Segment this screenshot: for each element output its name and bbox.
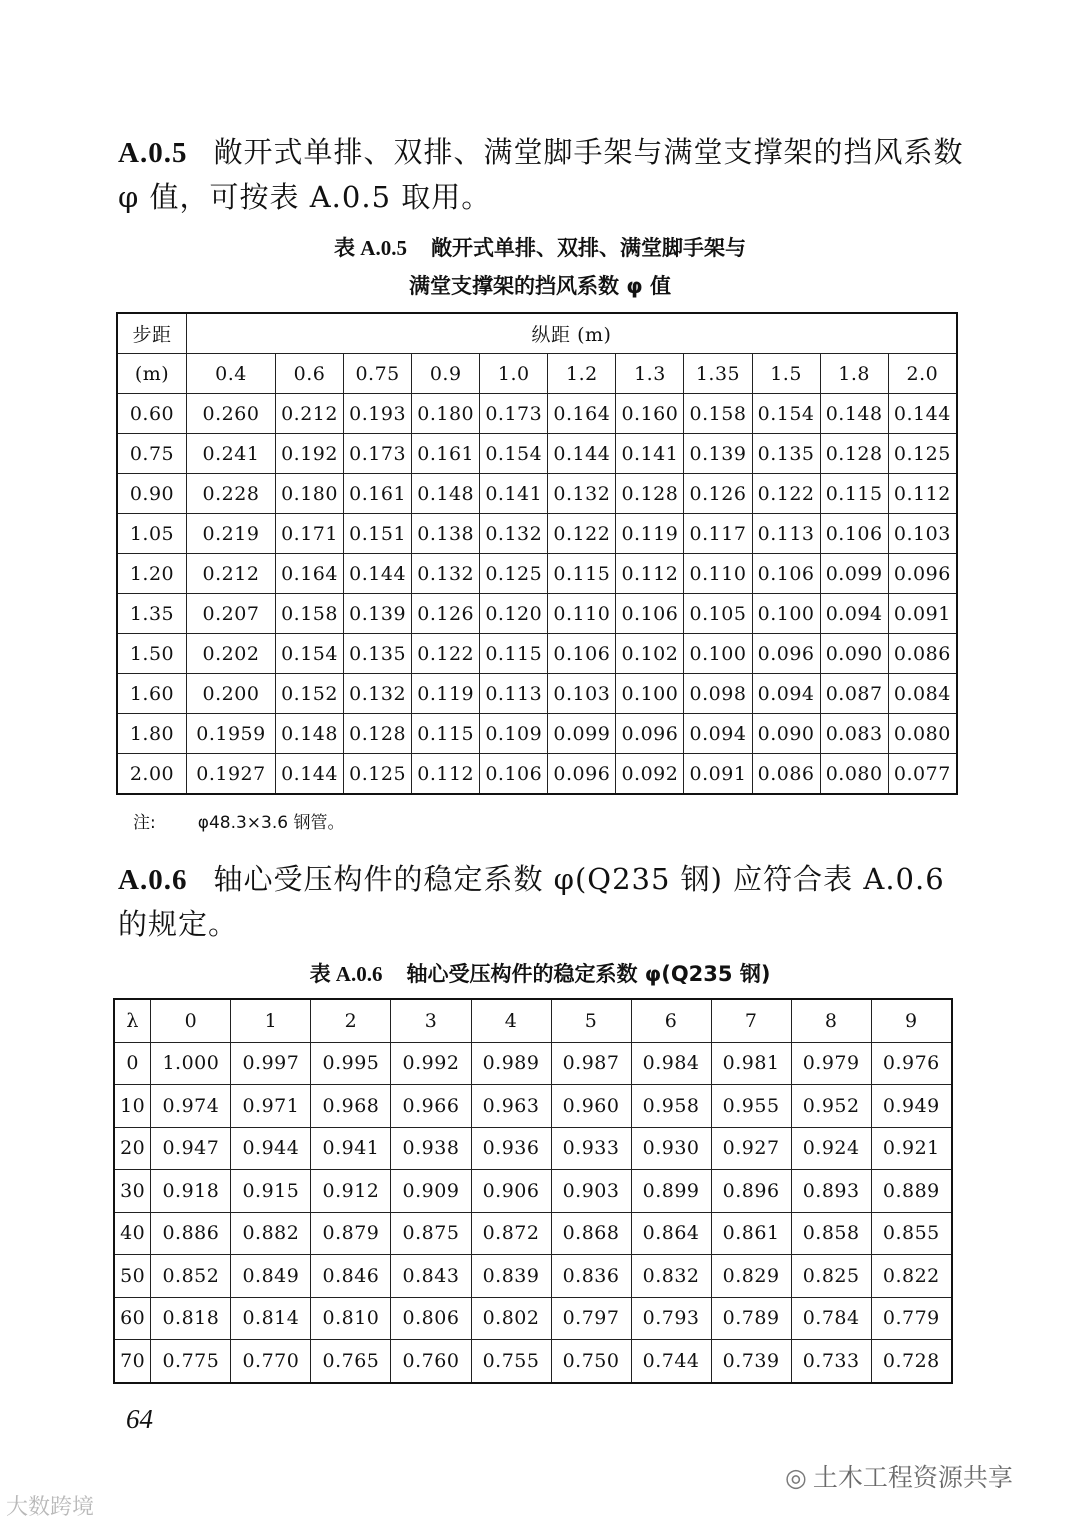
table-cell: 0.212: [187, 554, 276, 594]
table-cell: 0.106: [548, 634, 616, 674]
table-cell: 0.100: [752, 594, 820, 634]
table-cell: 0.839: [471, 1255, 551, 1298]
table-row: [117, 674, 957, 714]
table-a06-caption-title: 轴心受压构件的稳定系数 φ(Q235 钢): [406, 962, 771, 986]
table-cell: 0.924: [791, 1127, 871, 1170]
table-cell: 0.733: [791, 1340, 871, 1383]
row-lambda-cell: 40: [114, 1212, 151, 1255]
row-lambda-cell: 70: [114, 1340, 151, 1383]
table-cell: 0.091: [684, 754, 752, 795]
table-cell: 0.818: [151, 1297, 231, 1340]
table-cell: 0.765: [311, 1340, 391, 1383]
table-cell: 0.164: [276, 554, 344, 594]
table-cell: 0.135: [752, 434, 820, 474]
table-cell: 0.087: [820, 674, 888, 714]
table-cell: 0.154: [752, 394, 820, 434]
table-cell: 0.200: [187, 674, 276, 714]
table-row: [114, 1255, 952, 1298]
table-cell: 0.096: [616, 714, 684, 754]
table-cell: 0.115: [820, 474, 888, 514]
table-cell: 0.806: [391, 1297, 471, 1340]
table-cell: 0.132: [480, 514, 548, 554]
table-row: [117, 554, 957, 594]
column-header: 6: [631, 999, 711, 1042]
row-step-cell: 0.75: [117, 434, 187, 474]
row-step-cell: 0.60: [117, 394, 187, 434]
column-header: 1.0: [480, 354, 548, 394]
table-cell: 0.933: [551, 1127, 631, 1170]
table-cell: 0.161: [344, 474, 412, 514]
row-lambda-cell: 60: [114, 1297, 151, 1340]
table-cell: 0.921: [871, 1127, 952, 1170]
section-number: A.0.6: [118, 864, 188, 896]
table-row: [114, 1127, 952, 1170]
table-cell: 0.112: [888, 474, 957, 514]
column-header: 1.3: [616, 354, 684, 394]
table-cell: 0.995: [311, 1042, 391, 1085]
table-header-row: [117, 354, 957, 394]
table-cell: 0.760: [391, 1340, 471, 1383]
table-cell: 0.974: [151, 1085, 231, 1128]
row-step-cell: 1.50: [117, 634, 187, 674]
table-cell: 0.113: [752, 514, 820, 554]
table-cell: 0.125: [480, 554, 548, 594]
table-row: [117, 754, 957, 795]
table-header-row: [114, 999, 952, 1042]
row-lambda-cell: 10: [114, 1085, 151, 1128]
table-cell: 0.739: [711, 1340, 791, 1383]
table-cell: 0.144: [276, 754, 344, 795]
col-group-header: 纵距 (m): [187, 313, 958, 354]
table-cell: 0.963: [471, 1085, 551, 1128]
table-cell: 0.775: [151, 1340, 231, 1383]
table-cell: 0.119: [616, 514, 684, 554]
column-header: 4: [471, 999, 551, 1042]
table-cell: 0.115: [480, 634, 548, 674]
column-header: 8: [791, 999, 871, 1042]
table-cell: 0.989: [471, 1042, 551, 1085]
table-cell: 0.861: [711, 1212, 791, 1255]
table-cell: 0.080: [888, 714, 957, 754]
row-lambda-cell: 30: [114, 1170, 151, 1213]
table-cell: 0.128: [344, 714, 412, 754]
table-cell: 0.126: [684, 474, 752, 514]
table-cell: 0.814: [231, 1297, 311, 1340]
column-header: 3: [391, 999, 471, 1042]
table-cell: 0.949: [871, 1085, 952, 1128]
table-cell: 0.944: [231, 1127, 311, 1170]
table-row: [117, 634, 957, 674]
table-cell: 0.1959: [187, 714, 276, 754]
table-cell: 0.102: [616, 634, 684, 674]
note-text: φ48.3×3.6 钢管。: [197, 813, 345, 833]
table-cell: 0.110: [684, 554, 752, 594]
table-cell: 0.144: [548, 434, 616, 474]
table-cell: 0.896: [711, 1170, 791, 1213]
table-cell: 0.941: [311, 1127, 391, 1170]
table-cell: 0.260: [187, 394, 276, 434]
table-cell: 0.793: [631, 1297, 711, 1340]
table-cell: 0.080: [820, 754, 888, 795]
table-a05-note: [133, 808, 344, 833]
table-cell: 0.103: [548, 674, 616, 714]
table-cell: 0.099: [548, 714, 616, 754]
table-cell: 0.744: [631, 1340, 711, 1383]
table-cell: 0.141: [616, 434, 684, 474]
watermark-right-text: 土木工程资源共享: [812, 1463, 1013, 1492]
table-cell: 0.144: [344, 554, 412, 594]
section-text: 敞开式单排、双排、满堂脚手架与满堂支撑架的挡风系数 φ 值，可按表 A.0.5 取用。: [118, 135, 964, 214]
table-row: [117, 394, 957, 434]
table-cell: 0.092: [616, 754, 684, 795]
table-cell: 0.893: [791, 1170, 871, 1213]
table-cell: 0.987: [551, 1042, 631, 1085]
table-cell: 0.868: [551, 1212, 631, 1255]
table-cell: 0.100: [616, 674, 684, 714]
table-a05-caption-title: 敞开式单排、双排、满堂脚手架与: [430, 236, 746, 260]
section-number: A.0.5: [118, 137, 188, 169]
table-cell: 0.849: [231, 1255, 311, 1298]
row-step-cell: 1.80: [117, 714, 187, 754]
table-cell: 0.132: [412, 554, 480, 594]
table-cell: 0.802: [471, 1297, 551, 1340]
table-cell: 0.077: [888, 754, 957, 795]
table-cell: 0.903: [551, 1170, 631, 1213]
table-cell: 0.968: [311, 1085, 391, 1128]
table-cell: 0.938: [391, 1127, 471, 1170]
column-header: 0.75: [344, 354, 412, 394]
table-cell: 0.096: [752, 634, 820, 674]
section-a06-paragraph: [118, 857, 968, 946]
table-row: [114, 1170, 952, 1213]
table-cell: 0.086: [888, 634, 957, 674]
watermark-right: [785, 1458, 1013, 1494]
table-cell: 0.109: [480, 714, 548, 754]
table-cell: 0.852: [151, 1255, 231, 1298]
row-lambda-cell: 50: [114, 1255, 151, 1298]
table-a06: [113, 998, 953, 1384]
table-cell: 0.115: [412, 714, 480, 754]
table-cell: 0.909: [391, 1170, 471, 1213]
table-cell: 0.161: [412, 434, 480, 474]
table-cell: 0.855: [871, 1212, 952, 1255]
table-cell: 0.750: [551, 1340, 631, 1383]
row-step-cell: 1.20: [117, 554, 187, 594]
row-step-cell: 2.00: [117, 754, 187, 795]
table-cell: 0.899: [631, 1170, 711, 1213]
table-cell: 0.094: [752, 674, 820, 714]
table-cell: 0.207: [187, 594, 276, 634]
section-a05-paragraph: [118, 130, 968, 219]
table-a05-caption-line2: 满堂支撑架的挡风系数 φ 值: [408, 274, 672, 298]
section-text: 轴心受压构件的稳定系数 φ(Q235 钢) 应符合表 A.0.6 的规定。: [118, 862, 945, 941]
table-cell: 0.122: [412, 634, 480, 674]
row-step-cell: 1.05: [117, 514, 187, 554]
table-cell: 0.122: [548, 514, 616, 554]
table-cell: 0.173: [344, 434, 412, 474]
column-header: 1: [231, 999, 311, 1042]
table-cell: 0.139: [344, 594, 412, 634]
table-cell: 0.112: [616, 554, 684, 594]
table-cell: 0.148: [276, 714, 344, 754]
table-cell: 0.144: [888, 394, 957, 434]
table-cell: 0.106: [616, 594, 684, 634]
table-header-row: [117, 313, 957, 354]
note-label: 注:: [133, 813, 156, 833]
table-cell: 0.936: [471, 1127, 551, 1170]
table-a05-caption-line1: [0, 229, 1080, 267]
table-cell: 0.091: [888, 594, 957, 634]
table-cell: 0.090: [752, 714, 820, 754]
table-cell: 0.202: [187, 634, 276, 674]
column-header: 0.6: [276, 354, 344, 394]
table-cell: 0.947: [151, 1127, 231, 1170]
table-cell: 0.822: [871, 1255, 952, 1298]
table-cell: 0.886: [151, 1212, 231, 1255]
row-lambda-cell: 0: [114, 1042, 151, 1085]
table-cell: 0.875: [391, 1212, 471, 1255]
table-cell: 0.148: [412, 474, 480, 514]
table-a05-caption-number: 表 A.0.5: [334, 236, 407, 260]
row-step-cell: 1.35: [117, 594, 187, 634]
column-header: 1.8: [820, 354, 888, 394]
table-cell: 0.976: [871, 1042, 952, 1085]
table-cell: 0.915: [231, 1170, 311, 1213]
column-header: 9: [871, 999, 952, 1042]
table-cell: 0.128: [820, 434, 888, 474]
table-cell: 0.164: [548, 394, 616, 434]
table-cell: 0.138: [412, 514, 480, 554]
table-cell: 0.115: [548, 554, 616, 594]
table-cell: 0.112: [412, 754, 480, 795]
table-row: [117, 594, 957, 634]
table-row: [117, 474, 957, 514]
table-cell: 0.122: [752, 474, 820, 514]
table-cell: 0.992: [391, 1042, 471, 1085]
table-cell: 0.160: [616, 394, 684, 434]
table-cell: 0.882: [231, 1212, 311, 1255]
column-header: 5: [551, 999, 631, 1042]
table-cell: 0.832: [631, 1255, 711, 1298]
table-cell: 0.784: [791, 1297, 871, 1340]
watermark-left: 大数跨境: [6, 1495, 95, 1520]
table-cell: 0.083: [820, 714, 888, 754]
table-row: [117, 434, 957, 474]
table-cell: 0.971: [231, 1085, 311, 1128]
table-a06-caption-number: 表 A.0.6: [309, 962, 383, 986]
table-a06-caption: [0, 955, 1080, 993]
table-cell: 0.889: [871, 1170, 952, 1213]
table-cell: 0.171: [276, 514, 344, 554]
table-cell: 0.958: [631, 1085, 711, 1128]
table-cell: 0.110: [548, 594, 616, 634]
table-cell: 0.151: [344, 514, 412, 554]
table-cell: 0.960: [551, 1085, 631, 1128]
table-cell: 0.148: [820, 394, 888, 434]
table-cell: 0.180: [276, 474, 344, 514]
table-row: [114, 1212, 952, 1255]
column-header: 1.5: [752, 354, 820, 394]
table-cell: 0.103: [888, 514, 957, 554]
table-cell: 0.128: [616, 474, 684, 514]
table-cell: 0.126: [412, 594, 480, 634]
table-cell: 0.096: [888, 554, 957, 594]
table-cell: 0.090: [820, 634, 888, 674]
table-cell: 0.979: [791, 1042, 871, 1085]
table-cell: 0.906: [471, 1170, 551, 1213]
table-cell: 0.879: [311, 1212, 391, 1255]
row-step-cell: 1.60: [117, 674, 187, 714]
table-cell: 0.086: [752, 754, 820, 795]
table-cell: 0.098: [684, 674, 752, 714]
column-header: 2: [311, 999, 391, 1042]
table-cell: 0.728: [871, 1340, 952, 1383]
table-cell: 0.829: [711, 1255, 791, 1298]
table-cell: 0.125: [888, 434, 957, 474]
table-cell: 0.158: [276, 594, 344, 634]
table-cell: 0.135: [344, 634, 412, 674]
table-cell: 0.132: [344, 674, 412, 714]
table-row: [114, 1340, 952, 1383]
table-cell: 0.154: [276, 634, 344, 674]
table-row: [114, 1042, 952, 1085]
table-cell: 0.084: [888, 674, 957, 714]
table-cell: 0.952: [791, 1085, 871, 1128]
table-cell: 0.930: [631, 1127, 711, 1170]
table-cell: 0.810: [311, 1297, 391, 1340]
table-cell: 0.117: [684, 514, 752, 554]
column-header: 0.9: [412, 354, 480, 394]
table-cell: 0.843: [391, 1255, 471, 1298]
table-cell: 0.927: [711, 1127, 791, 1170]
column-header: 2.0: [888, 354, 957, 394]
table-row: [117, 714, 957, 754]
table-row: [117, 514, 957, 554]
table-cell: 0.219: [187, 514, 276, 554]
column-header: 1.2: [548, 354, 616, 394]
table-cell: 0.158: [684, 394, 752, 434]
table-cell: 0.119: [412, 674, 480, 714]
table-cell: 0.120: [480, 594, 548, 634]
table-cell: 0.100: [684, 634, 752, 674]
table-cell: 0.779: [871, 1297, 952, 1340]
column-header: λ: [114, 999, 151, 1042]
table-cell: 0.918: [151, 1170, 231, 1213]
column-header: 1.35: [684, 354, 752, 394]
table-cell: 0.872: [471, 1212, 551, 1255]
table-cell: 0.797: [551, 1297, 631, 1340]
table-cell: 0.154: [480, 434, 548, 474]
table-cell: 0.180: [412, 394, 480, 434]
table-cell: 0.966: [391, 1085, 471, 1128]
table-cell: 0.864: [631, 1212, 711, 1255]
row-step-cell: 0.90: [117, 474, 187, 514]
table-cell: 0.912: [311, 1170, 391, 1213]
table-cell: 0.125: [344, 754, 412, 795]
table-cell: 0.997: [231, 1042, 311, 1085]
row-header-unit: (m): [117, 354, 187, 394]
table-cell: 0.846: [311, 1255, 391, 1298]
table-row: [114, 1297, 952, 1340]
wechat-icon: ◎: [785, 1463, 807, 1492]
table-cell: 0.984: [631, 1042, 711, 1085]
table-cell: 0.241: [187, 434, 276, 474]
column-header: 0: [151, 999, 231, 1042]
table-cell: 0.096: [548, 754, 616, 795]
table-cell: 0.192: [276, 434, 344, 474]
table-cell: 0.132: [548, 474, 616, 514]
row-header-label: 步距: [117, 313, 187, 354]
table-cell: 0.836: [551, 1255, 631, 1298]
table-cell: 0.789: [711, 1297, 791, 1340]
table-cell: 0.113: [480, 674, 548, 714]
table-cell: 0.755: [471, 1340, 551, 1383]
table-cell: 0.212: [276, 394, 344, 434]
table-row: [114, 1085, 952, 1128]
table-a05: [116, 312, 958, 795]
table-cell: 0.193: [344, 394, 412, 434]
table-cell: 0.094: [820, 594, 888, 634]
table-cell: 0.981: [711, 1042, 791, 1085]
table-cell: 0.105: [684, 594, 752, 634]
row-lambda-cell: 20: [114, 1127, 151, 1170]
table-cell: 0.858: [791, 1212, 871, 1255]
table-cell: 0.139: [684, 434, 752, 474]
table-cell: 0.106: [820, 514, 888, 554]
table-cell: 0.173: [480, 394, 548, 434]
table-cell: 0.152: [276, 674, 344, 714]
table-cell: 0.1927: [187, 754, 276, 795]
table-cell: 0.094: [684, 714, 752, 754]
table-cell: 0.141: [480, 474, 548, 514]
table-cell: 1.000: [151, 1042, 231, 1085]
table-cell: 0.106: [480, 754, 548, 795]
table-cell: 0.228: [187, 474, 276, 514]
table-cell: 0.099: [820, 554, 888, 594]
column-header: 7: [711, 999, 791, 1042]
table-cell: 0.770: [231, 1340, 311, 1383]
table-cell: 0.955: [711, 1085, 791, 1128]
page-number: 64: [126, 1404, 153, 1434]
column-header: 0.4: [187, 354, 276, 394]
table-cell: 0.825: [791, 1255, 871, 1298]
table-cell: 0.106: [752, 554, 820, 594]
